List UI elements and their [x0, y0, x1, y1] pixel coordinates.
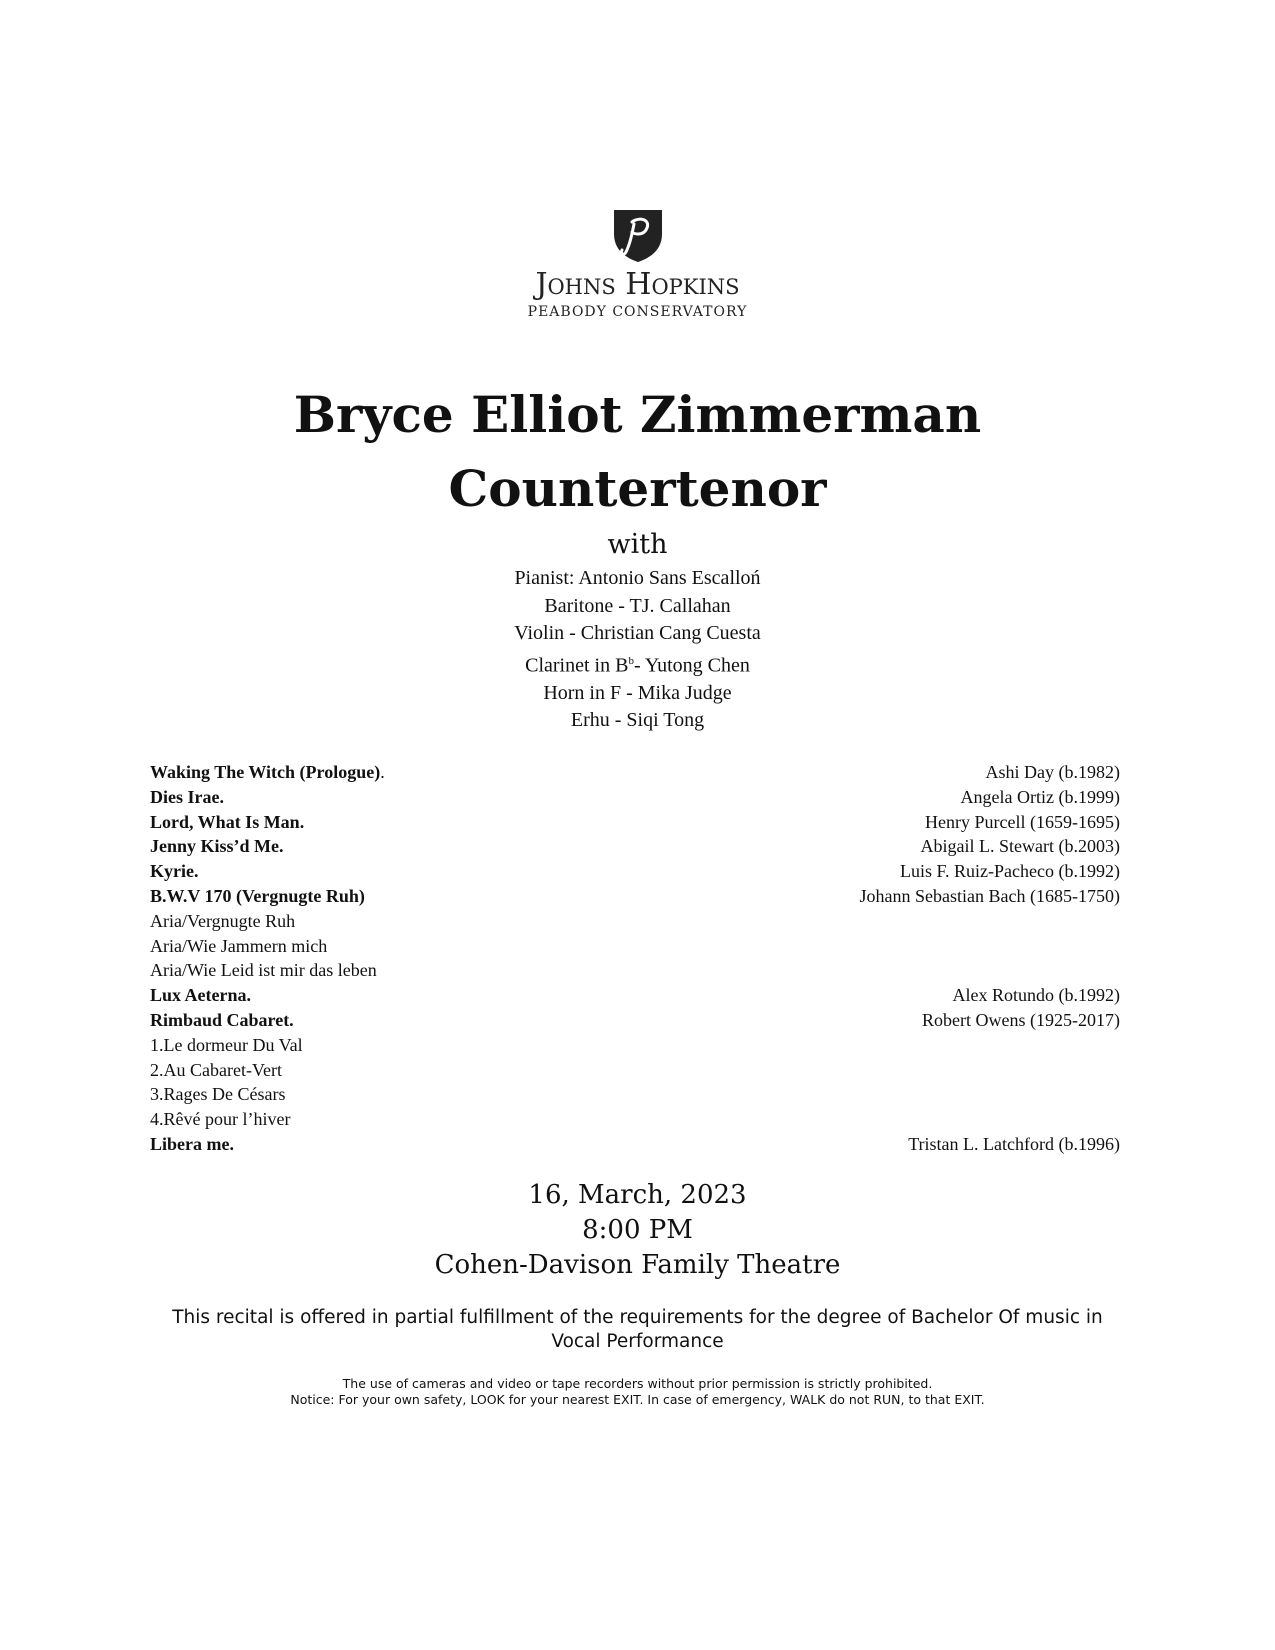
program-row	[150, 760, 1120, 785]
notice-block	[0, 1376, 1275, 1408]
event-details	[0, 1178, 1275, 1283]
program-composer: Johann Sebastian Bach (1685-1750)	[859, 885, 1120, 906]
performer-line: Pianist: Antonio Sans Escalloń	[514, 567, 761, 589]
program-piece-cell	[150, 785, 224, 810]
program-row	[150, 785, 1120, 810]
program-row	[150, 1107, 1120, 1132]
program-piece-cell	[150, 1033, 303, 1058]
program-piece-cell	[150, 909, 295, 934]
performer-line-prefix: Clarinet in B	[525, 654, 629, 677]
program-row	[150, 859, 1120, 884]
recital-title	[0, 378, 1275, 526]
program-row	[150, 983, 1120, 1008]
program-piece-cell	[150, 884, 365, 909]
program-composer: Robert Owens (1925-2017)	[922, 1009, 1120, 1030]
program-piece: Waking The Witch (Prologue)	[150, 762, 381, 782]
program-row	[150, 958, 1120, 983]
program-row	[150, 1082, 1120, 1107]
program-piece-cell	[150, 1107, 290, 1132]
program-piece: 2.Au Cabaret-Vert	[150, 1059, 282, 1080]
program-piece: Rimbaud Cabaret.	[150, 1009, 294, 1030]
program-row	[150, 1033, 1120, 1058]
program-row	[150, 934, 1120, 959]
program-piece: Dies Irae.	[150, 786, 224, 807]
institution-logo	[0, 208, 1275, 322]
program-piece: Aria/Vergnugte Ruh	[150, 910, 296, 931]
program-piece-cell	[150, 760, 385, 785]
performer-line: Violin - Christian Cang Cuesta	[514, 622, 761, 644]
logo-subtitle: PEABODY CONSERVATORY	[527, 304, 748, 320]
program-row	[150, 834, 1120, 859]
program-row	[150, 884, 1120, 909]
program-piece-cell	[150, 1058, 282, 1083]
program-piece: B.W.V 170 (Vergnugte Ruh)	[150, 885, 365, 906]
program-piece-cell	[150, 810, 304, 835]
program-piece: Libera me.	[150, 1133, 234, 1154]
event-venue: Cohen-Davison Family Theatre	[434, 1250, 841, 1280]
program-composer: Henry Purcell (1659-1695)	[925, 811, 1120, 832]
program-piece-cell	[150, 834, 284, 859]
program-piece-cell	[150, 983, 251, 1008]
program-piece: Aria/Wie Jammern mich	[150, 935, 328, 956]
program-composer: Abigail L. Stewart (b.2003)	[920, 836, 1120, 857]
logo-name: Johns Hopkins	[535, 267, 740, 302]
program-piece: Jenny Kiss’d Me.	[150, 836, 284, 857]
with-label: with	[607, 529, 668, 560]
degree-statement: This recital is offered in partial fulfillment of the requirements for the degree of Bachelor Of music in Vocal Performance	[172, 1307, 1103, 1352]
program-piece-cell	[150, 934, 327, 959]
program-row	[150, 1008, 1120, 1033]
program-piece-cell	[150, 958, 377, 983]
shield-icon	[612, 208, 664, 264]
program-list	[150, 760, 1120, 1157]
program-composer: Luis F. Ruiz-Pacheco (b.1992)	[899, 861, 1120, 882]
program-piece: Aria/Wie Leid ist mir das leben	[150, 960, 377, 981]
performer-line-suffix: - Yutong Chen	[633, 654, 750, 677]
program-row	[150, 909, 1120, 934]
program-piece-cell	[150, 859, 198, 884]
program-piece: Lord, What Is Man.	[150, 811, 305, 832]
program-composer: Tristan L. Latchford (b.1996)	[908, 1133, 1120, 1154]
program-row	[150, 810, 1120, 835]
performer-line: Horn in F - Mika Judge	[543, 681, 732, 704]
event-time: 8:00 PM	[582, 1215, 693, 1245]
program-piece: Kyrie.	[150, 861, 199, 882]
performer-line	[0, 648, 1275, 680]
program-composer: Alex Rotundo (b.1992)	[952, 985, 1120, 1006]
performer-line: Baritone - TJ. Callahan	[544, 594, 731, 617]
camera-notice: The use of cameras and video or tape recorders without prior permission is strictly prohibited.	[342, 1376, 933, 1391]
voice-type: Countertenor	[448, 459, 827, 518]
program-piece-cell	[150, 1008, 294, 1033]
program-composer: Ashi Day (b.1982)	[985, 762, 1120, 782]
program-piece-trail: .	[380, 762, 385, 782]
program-piece-cell	[150, 1132, 234, 1157]
performer-name: Bryce Elliot Zimmerman	[293, 385, 982, 444]
performer-list	[0, 565, 1275, 735]
flat-superscript: b	[628, 654, 634, 667]
program-piece: 1.Le dormeur Du Val	[150, 1034, 303, 1055]
program-composer: Angela Ortiz (b.1999)	[960, 786, 1120, 807]
performer-line: Erhu - Siqi Tong	[570, 709, 705, 732]
program-piece: Lux Aeterna.	[150, 985, 251, 1006]
program-row	[150, 1058, 1120, 1083]
program-piece: 4.Rêvé pour l’hiver	[150, 1109, 291, 1130]
exit-notice: Notice: For your own safety, LOOK for your nearest EXIT. In case of emergency, WALK do not RUN, to that EXIT.	[290, 1392, 985, 1407]
program-piece-cell	[150, 1082, 285, 1107]
event-date: 16, March, 2023	[528, 1180, 747, 1210]
program-row	[150, 1132, 1120, 1157]
program-piece: 3.Rages De Césars	[150, 1084, 286, 1105]
